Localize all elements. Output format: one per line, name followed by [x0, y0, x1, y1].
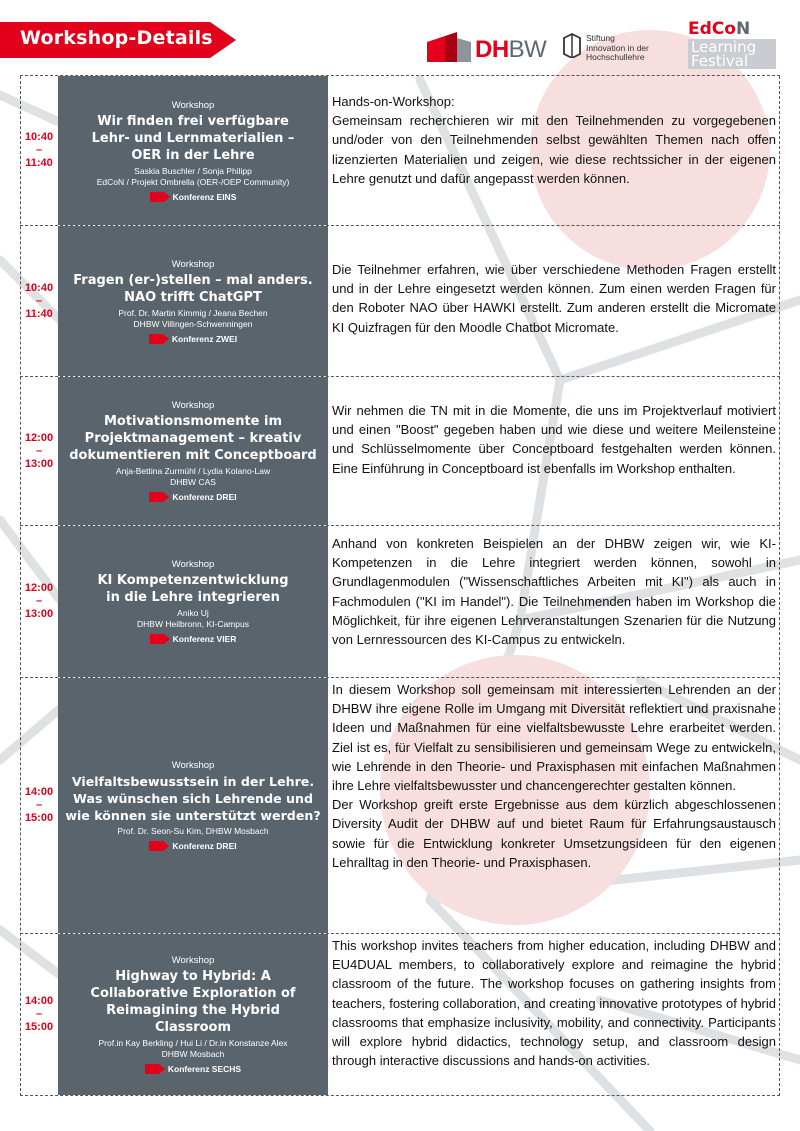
workshop-panel — [58, 526, 328, 677]
workshop-kind: Workshop — [171, 955, 215, 966]
arrow-tag-icon — [145, 1064, 165, 1074]
workshop-description: Hands-on-Workshop: Gemeinsam recherchieren wir mit den Teilnehmenden zu vorgegebenen und/oder von den Teilnehmenden selbst gewählten Themen nach offen lizenzierten Materialien und zeigen, wie diese rechtssicher in der eigenen Lehre genutzt und dafür angepasst werden können. — [332, 94, 776, 186]
workshop-title: Wir finden frei verfügbare Lehr- und Lernmaterialien – OER in der Lehre — [91, 113, 295, 163]
conference-tag: Konferenz DREI — [149, 841, 236, 851]
arrow-tag-icon — [150, 192, 170, 202]
workshop-kind: Workshop — [171, 99, 215, 111]
workshop-title: Motivationsmomente im Projektmanagement – kreativ dokumentieren mit Conceptboard — [69, 414, 317, 463]
workshop-kind: Workshop — [171, 258, 215, 270]
workshop-panel — [58, 226, 328, 376]
workshop-title: Highway to Hybrid: A Collaborative Exploration of Reimagining the Hybrid Classroom — [90, 969, 296, 1035]
workshop-title: Fragen (er-)stellen – mal anders. NAO trifft ChatGPT — [73, 272, 313, 305]
workshop-description: This workshop invites teachers from higher education, including DHBW and EU4DUAL members, to collaboratively explore and reimagine the hybrid classroom of the future. The workshop focuses on gathering insights from teachers, fostering collaboration, and creating innovative prototypes of hybrid classrooms that emphasize inclusivity, mobility, and connectivity. Participants will explore hybrid didactics, technology setup, and classroom design through interactive discussions and hands-on activities. — [332, 938, 776, 1069]
workshop-panel — [58, 934, 328, 1095]
institution: DHBW CAS — [170, 477, 216, 487]
workshop-description: Die Teilnehmer erfahren, wie über verschiedene Methoden Fragen erstellt und in der Lehre eingesetzt werden können. Zum einen werden Fragen für den Roboter NAO über HAWKI erstellt. Zum anderen erstellt die Micromate KI Quizfragen für den Moodle Chatbot Micromate. — [332, 262, 776, 335]
workshop-row — [20, 526, 780, 677]
presenter: Prof.in Kay Berkling / Hui Li / Dr.in Konstanze Alex — [98, 1038, 288, 1048]
workshop-title: KI Kompetenzentwicklung in die Lehre integrieren — [97, 573, 289, 605]
workshop-description: Wir nehmen die TN mit in die Momente, die uns im Projektverlauf motiviert und einen "Boost" gegeben haben und wie diese und weitere Meilensteine und Schlüsselmomente über Conceptboard festgehalten werden können. Eine Einführung in Conceptboard ist ebenfalls im Workshop enthalten. — [332, 403, 776, 476]
conference-tag: Konferenz VIER — [150, 634, 237, 644]
workshop-kind: Workshop — [171, 559, 215, 570]
time-slot: 12:00 – 13:00 — [24, 582, 54, 620]
workshop-description: Anhand von konkreten Beispielen an der DHBW zeigen wir, wie KI-Kompetenzen in die Lehre integriert werden können, sowohl in Grundlagenmodulen ("Wissenschaftliches Arbeiten mit KI") als auch in Fachmodulen ("KI im Handel"). Die Teilnehmenden haben im Workshop die Möglichkeit, für ihre eigenen Lehrveranstaltungen Szenarien für die Nutzung von Lernressourcen des KI-Campus zu entwickeln. — [332, 536, 776, 648]
page-title: Workshop-Details — [20, 27, 213, 49]
institution: DHBW Heilbronn, KI-Campus — [137, 619, 249, 629]
row-divider — [20, 1095, 780, 1096]
presenter: Saskia Buschler / Sonja Philipp — [134, 165, 252, 176]
presenter: Prof. Dr. Martin Kimmig / Jeana Bechen — [118, 307, 268, 318]
arrow-tag-icon — [150, 634, 170, 644]
workshop-row — [20, 377, 780, 525]
workshop-panel — [58, 377, 328, 525]
presenter: Anja-Bettina Zurmühl / Lydia Kolano-Law — [115, 466, 271, 476]
stiftung-mark-icon — [562, 32, 582, 58]
workshop-panel — [58, 76, 328, 225]
institution: EdCoN / Projekt Ombrella (OER-/OEP Community) — [96, 176, 290, 187]
arrow-tag-icon — [149, 334, 169, 344]
conference-tag: Konferenz DREI — [149, 492, 236, 502]
workshop-row — [20, 934, 780, 1095]
workshop-description: In diesem Workshop soll gemeinsam mit interessierten Lehrenden an der DHBW ihre eigene Rolle im Umgang mit Diversität reflektiert und praxisnahe Ideen und Maßnahmen für eine vielfaltsbewusste Lehre erarbeitet werden. Ziel ist es, für Vielfalt zu sensibilisieren und gemeinsam Wege zu entwickeln, wie Lehrende in den Theorie- und Praxisphasen mit einfachen Maßnahmen ihre Lehre vielfaltsbewusster und chancengerechter gestalten können. Der Workshop greift erste Ergebnisse aus dem kürzlich abgeschlossenen Diversity Audit der DHBW auf und bietet Raum für Erfahrungsaustausch sowie für die Entwicklung konkreter Umsetzungsideen für den eigenen Lehralltag in den Theorie- und Praxisphasen. — [332, 682, 776, 870]
presenter: Aniko Uj — [177, 608, 209, 618]
time-slot: 10:40 – 11:40 — [24, 281, 54, 320]
workshop-kind: Workshop — [171, 400, 215, 411]
conference-tag: Konferenz EINS — [150, 192, 237, 202]
stiftung-wordmark: Stiftung Innovation in der Hochschullehre — [586, 33, 649, 62]
workshop-row — [20, 678, 780, 933]
dhbw-wordmark: DHBW — [475, 36, 547, 63]
workshop-kind: Workshop — [171, 760, 215, 771]
time-slot: 10:40 – 11:40 — [24, 131, 54, 169]
edcon-logo: EdCoN Learning Festival — [688, 20, 780, 72]
institution: DHBW Mosbach — [161, 1049, 225, 1059]
workshop-panel — [58, 678, 328, 933]
workshop-row — [20, 76, 780, 225]
stiftung-logo — [562, 28, 672, 68]
time-slot: 14:00 – 15:00 — [24, 995, 54, 1033]
conference-tag: Konferenz SECHS — [145, 1064, 241, 1074]
workshop-row — [20, 226, 780, 376]
arrow-tag-icon — [149, 841, 169, 851]
conference-tag: Konferenz ZWEI — [149, 334, 237, 344]
arrow-tag-icon — [149, 492, 169, 502]
presenter: Prof. Dr. Seon-Su Kim, DHBW Mosbach — [117, 826, 269, 836]
workshop-title: Vielfaltsbewusstsein in der Lehre. Was wünschen sich Lehrende und wie können sie unterstützt werden? — [65, 774, 321, 823]
dhbw-logo — [427, 32, 547, 63]
time-slot: 12:00 – 13:00 — [24, 431, 54, 470]
time-slot: 14:00 – 15:00 — [24, 786, 54, 824]
institution: DHBW Villingen-Schwenningen — [133, 318, 253, 329]
dhbw-mark-icon — [427, 32, 471, 62]
